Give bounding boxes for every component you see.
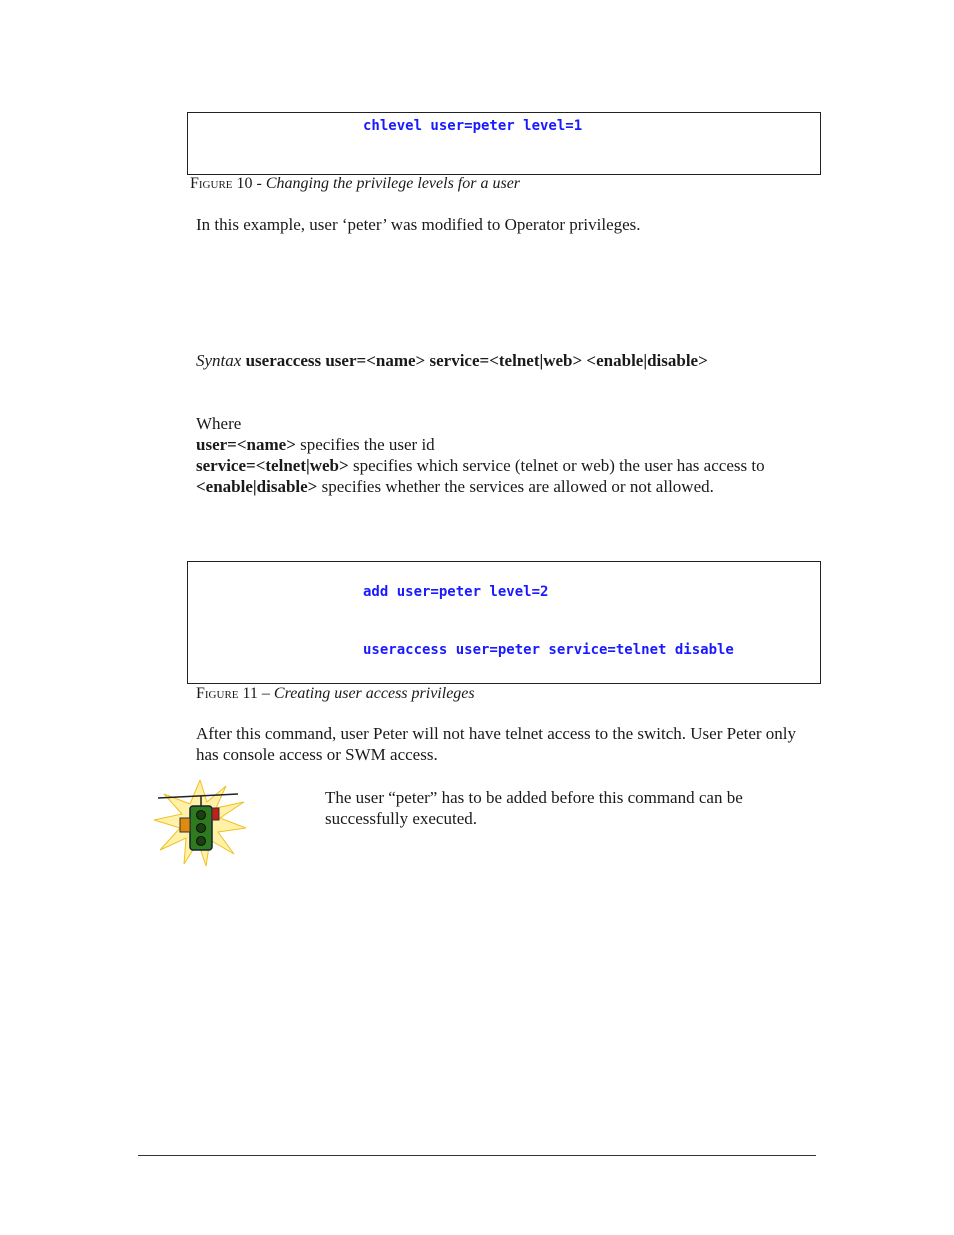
figure10-caption bbox=[190, 175, 520, 193]
figure10-code-line: chlevel user=peter level=1 bbox=[363, 118, 583, 134]
figure10-sep: - bbox=[252, 175, 266, 192]
figure11-title: Creating user access privileges bbox=[273, 685, 475, 702]
figure11-code-box bbox=[187, 561, 821, 684]
figure11-code-line: useraccess user=peter service=telnet disable bbox=[363, 642, 734, 658]
syntax-line bbox=[196, 350, 836, 371]
after-paragraph: After this command, user Peter will not have telnet access to the switch. User Peter only has console access or SWM access. bbox=[196, 724, 797, 764]
traffic-light-icon bbox=[154, 780, 246, 868]
figure10-label: Figure 10 bbox=[190, 175, 253, 192]
example-paragraph: In this example, user ‘peter’ was modified to Operator privileges. bbox=[196, 215, 641, 234]
where-block bbox=[196, 413, 806, 497]
figure10-title: Changing the privilege levels for a user bbox=[265, 175, 521, 192]
figure11-label: Figure 11 bbox=[196, 685, 258, 702]
figure10-code-box bbox=[187, 112, 821, 175]
where-item: <enable|disable> specifies whether the services are allowed or not allowed. bbox=[196, 477, 714, 496]
syntax-command: useraccess user=<name> service=<telnet|web> <enable|disable> bbox=[245, 351, 708, 370]
figure11-caption bbox=[196, 685, 475, 703]
note-text: The user “peter” has to be added before this command can be successfully executed. bbox=[325, 788, 743, 828]
footer-divider bbox=[138, 1155, 816, 1156]
where-item: service=<telnet|web> specifies which service (telnet or web) the user has access to bbox=[196, 456, 765, 475]
figure11-sep: – bbox=[257, 685, 274, 702]
syntax-label: Syntax bbox=[196, 351, 242, 370]
where-intro: Where bbox=[196, 414, 242, 433]
where-item: user=<name> specifies the user id bbox=[196, 435, 435, 454]
figure11-code-line: add user=peter level=2 bbox=[363, 584, 549, 600]
